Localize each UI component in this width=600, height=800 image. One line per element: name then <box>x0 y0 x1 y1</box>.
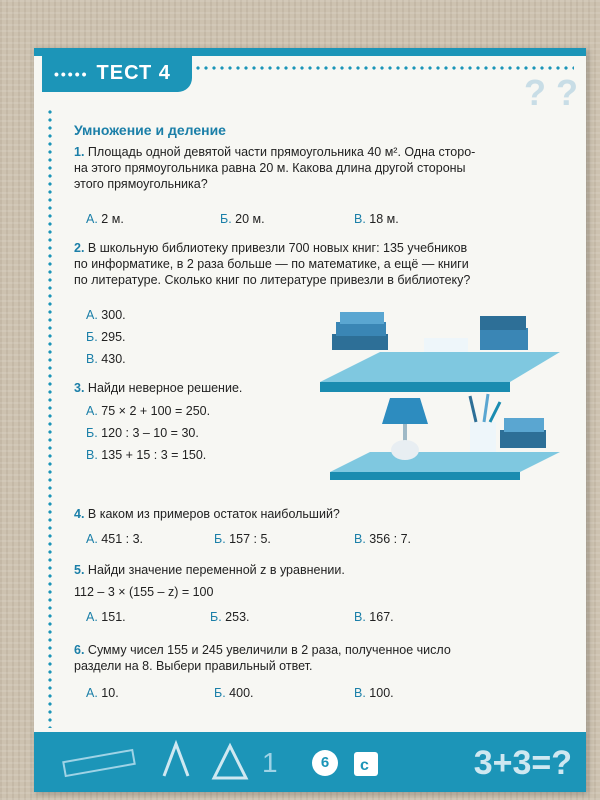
answer-option[interactable] <box>86 610 126 624</box>
question-number: 5. <box>74 563 85 577</box>
answer-option[interactable] <box>86 404 210 418</box>
option-text: 20 м. <box>235 212 265 226</box>
book-icon <box>500 430 546 448</box>
option-letter: А. <box>86 610 98 624</box>
book-icon <box>504 418 544 432</box>
answer-option[interactable] <box>86 448 206 462</box>
option-letter: В. <box>86 352 98 366</box>
question-text-line: В школьную библиотеку привезли 700 новых книг: 135 учебников <box>87 241 468 255</box>
equation-line: 112 – 3 × (155 – z) = 100 <box>74 585 214 599</box>
question-text-line: на этого прямоугольника равна 20 м. Какова длина другой стороны <box>74 161 466 175</box>
option-letter: А. <box>86 686 98 700</box>
bottom-shelf <box>330 452 560 472</box>
option-letter: Б. <box>214 532 226 546</box>
book-icon <box>424 338 468 352</box>
option-letter: А. <box>86 404 98 418</box>
question-text-line: В каком из примеров остаток наибольший? <box>87 507 340 521</box>
option-text: 18 м. <box>369 212 399 226</box>
answer-option[interactable] <box>214 532 271 546</box>
option-text: 356 : 7. <box>369 532 411 546</box>
page-number: 6 <box>312 750 338 776</box>
svg-text:c: c <box>360 757 369 774</box>
question-2 <box>74 240 574 288</box>
top-shelf <box>320 352 560 382</box>
option-text: 2 м. <box>101 212 124 226</box>
question-text-line: Найди неверное решение. <box>87 381 243 395</box>
question-text-line: Площадь одной девятой части прямоугольника 40 м². Одна сторо- <box>87 145 476 159</box>
answer-option[interactable] <box>86 212 124 226</box>
question-4 <box>74 506 574 522</box>
pencil-cup-icon <box>470 422 496 452</box>
book-icon <box>340 312 384 324</box>
page-footer <box>34 732 586 792</box>
digit-one-decoration: 1 <box>262 747 278 778</box>
question-5 <box>74 562 574 600</box>
answer-option[interactable] <box>220 212 265 226</box>
answer-option[interactable] <box>86 330 126 344</box>
option-text: 167. <box>369 610 394 624</box>
option-letter: Б. <box>220 212 232 226</box>
page-header <box>34 48 586 113</box>
option-text: 430. <box>101 352 126 366</box>
answer-option[interactable] <box>354 532 411 546</box>
left-dotted-line <box>48 108 52 728</box>
question-number: 4. <box>74 507 85 521</box>
book-icon <box>480 328 528 350</box>
question-number: 3. <box>74 381 85 395</box>
book-icon <box>336 322 386 336</box>
option-letter: А. <box>86 212 98 226</box>
option-text: 400. <box>229 686 254 700</box>
option-text: 151. <box>101 610 126 624</box>
answer-option[interactable] <box>354 610 394 624</box>
option-letter: А. <box>86 308 98 322</box>
answer-option[interactable] <box>86 532 143 546</box>
workbook-page <box>34 48 586 792</box>
option-text: 135 + 15 : 3 = 150. <box>101 448 207 462</box>
footer-equation: 3+3=? <box>473 744 572 782</box>
option-text: 10. <box>101 686 119 700</box>
question-text-line: по информатике, в 2 раза больше — по математике, а ещё — книги <box>74 257 469 271</box>
answer-option[interactable] <box>214 686 254 700</box>
question-text-line: раздели на 8. Выбери правильный ответ. <box>74 659 313 673</box>
option-letter: Б. <box>210 610 222 624</box>
book-icon <box>332 334 388 350</box>
option-letter: А. <box>86 532 98 546</box>
option-letter: В. <box>354 610 366 624</box>
option-text: 300. <box>101 308 126 322</box>
option-text: 253. <box>225 610 250 624</box>
copyright-icon <box>352 750 380 778</box>
option-text: 75 × 2 + 100 = 250. <box>101 404 211 418</box>
question-text-line: Сумму чисел 155 и 245 увеличили в 2 раза, полученное число <box>87 643 451 657</box>
option-letter: Б. <box>86 330 98 344</box>
test-title <box>54 62 171 85</box>
answer-option[interactable] <box>86 426 199 440</box>
compass-icon <box>164 744 188 776</box>
question-marks-decoration: ? ? <box>524 72 578 113</box>
bookshelf-illustration <box>320 312 560 482</box>
option-letter: В. <box>354 532 366 546</box>
option-text: 120 : 3 – 10 = 30. <box>101 426 199 440</box>
question-6 <box>74 642 574 674</box>
option-text: 157 : 5. <box>229 532 271 546</box>
question-number: 2. <box>74 241 85 255</box>
title-dots: ••••• <box>54 65 89 82</box>
question-number: 1. <box>74 145 85 159</box>
lamp-icon <box>382 398 428 424</box>
ruler-icon <box>63 750 134 776</box>
answer-option[interactable] <box>354 686 394 700</box>
answer-option[interactable] <box>354 212 399 226</box>
option-text: 100. <box>369 686 394 700</box>
section-title: Умножение и деление <box>74 122 226 138</box>
test-title-text: ТЕСТ 4 <box>96 62 171 84</box>
header-dotted-line <box>194 66 574 70</box>
triangle-icon <box>214 746 246 778</box>
option-letter: Б. <box>214 686 226 700</box>
header-band <box>34 48 586 56</box>
option-letter: В. <box>354 686 366 700</box>
answer-option[interactable] <box>86 352 126 366</box>
option-letter: В. <box>354 212 366 226</box>
question-text-line: этого прямоугольника? <box>74 177 208 191</box>
question-1 <box>74 144 574 192</box>
option-text: 295. <box>101 330 126 344</box>
option-letter: Б. <box>86 426 98 440</box>
answer-option[interactable] <box>86 686 119 700</box>
footer-decoration <box>44 732 304 792</box>
answer-option[interactable] <box>210 610 250 624</box>
question-text-line: Найди значение переменной z в уравнении. <box>87 563 345 577</box>
question-text-line: по литературе. Сколько книг по литературе привезли в библиотеку? <box>74 273 471 287</box>
option-text: 451 : 3. <box>101 532 143 546</box>
book-icon <box>480 316 526 330</box>
question-number: 6. <box>74 643 85 657</box>
answer-option[interactable] <box>86 308 126 322</box>
option-letter: В. <box>86 448 98 462</box>
